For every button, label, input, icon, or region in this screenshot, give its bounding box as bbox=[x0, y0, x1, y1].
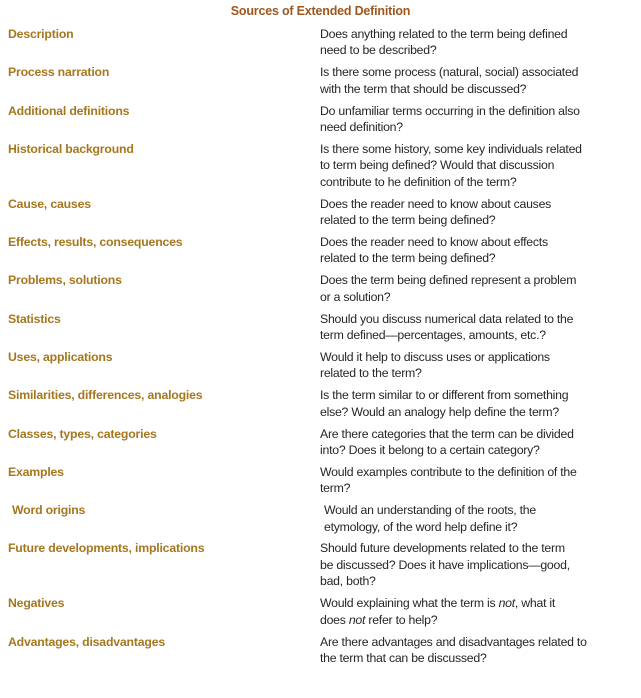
text-run: , what it bbox=[514, 596, 556, 611]
term-label: Similarities, differences, analogies bbox=[8, 388, 203, 403]
description-line: Do unfamiliar terms occurring in the definition also bbox=[320, 103, 580, 118]
term-label: Future developments, implications bbox=[8, 541, 205, 556]
description-line: with the term that should be discussed? bbox=[320, 81, 527, 96]
italic-run: not bbox=[348, 612, 366, 627]
description-line bbox=[320, 595, 633, 611]
table-row bbox=[8, 234, 633, 267]
description-cell bbox=[320, 64, 633, 97]
description-line: need definition? bbox=[320, 120, 403, 135]
description-line: into? Does it belong to a certain category? bbox=[320, 442, 540, 457]
description-cell bbox=[320, 272, 633, 305]
description-line: related to the term being defined? bbox=[320, 251, 496, 266]
definition-table bbox=[8, 26, 633, 666]
description-cell bbox=[320, 540, 633, 589]
description-line: else? Would an analogy help define the term? bbox=[320, 404, 559, 419]
term-label: Cause, causes bbox=[8, 196, 91, 211]
description-line: term? bbox=[320, 481, 351, 496]
description-line: Is the term similar to or different from something bbox=[320, 388, 569, 403]
description-line: contribute to he definition of the term? bbox=[320, 174, 517, 189]
description-line: related to the term? bbox=[320, 366, 422, 381]
description-line: Does the reader need to know about causes bbox=[320, 196, 552, 211]
term-label: Advantages, disadvantages bbox=[8, 634, 165, 649]
term-label: Effects, results, consequences bbox=[8, 234, 183, 249]
description-line: Does the term being defined represent a problem bbox=[320, 273, 577, 288]
description-line: Would an understanding of the roots, the bbox=[324, 503, 536, 518]
description-line: or a solution? bbox=[320, 289, 391, 304]
table-row bbox=[8, 26, 633, 59]
description-line bbox=[320, 612, 633, 628]
table-row bbox=[8, 387, 633, 420]
term-label: Negatives bbox=[8, 596, 65, 611]
description-cell bbox=[320, 196, 633, 229]
description-line: term defined—percentages, amounts, etc.? bbox=[320, 328, 546, 342]
description-line: Would it help to discuss uses or applications bbox=[320, 349, 550, 364]
description-line: Does the reader need to know about effects bbox=[320, 234, 548, 249]
description-cell bbox=[324, 502, 633, 535]
table-row bbox=[8, 540, 633, 589]
table-row bbox=[8, 196, 633, 229]
description-cell bbox=[320, 103, 633, 136]
text-run: does bbox=[320, 612, 349, 627]
description-line: to term being defined? Would that discussion bbox=[320, 158, 555, 173]
description-line: etymology, of the word help define it? bbox=[324, 519, 518, 534]
term-label: Statistics bbox=[8, 311, 61, 326]
table-row bbox=[8, 426, 633, 459]
table-row bbox=[8, 634, 633, 667]
table-row bbox=[8, 502, 633, 535]
term-label: Problems, solutions bbox=[8, 273, 122, 288]
description-line: Is there some history, some key individuals related bbox=[320, 141, 582, 156]
term-label: Additional definitions bbox=[8, 103, 130, 118]
description-line: Should you discuss numerical data related to the bbox=[320, 311, 574, 326]
description-line: Is there some process (natural, social) associated bbox=[320, 65, 579, 80]
term-label: Word origins bbox=[12, 503, 86, 518]
description-cell bbox=[320, 234, 633, 267]
description-cell bbox=[320, 141, 633, 190]
table-row bbox=[8, 464, 633, 497]
description-line: bad, both? bbox=[320, 574, 376, 589]
table-row bbox=[8, 311, 633, 344]
description-line: Should future developments related to the term bbox=[320, 541, 565, 556]
term-label: Uses, applications bbox=[8, 349, 113, 364]
term-label: Process narration bbox=[8, 65, 110, 80]
description-cell bbox=[320, 26, 633, 59]
text-run: refer to help? bbox=[365, 612, 438, 627]
term-label: Historical background bbox=[8, 141, 134, 156]
italic-run: not bbox=[498, 596, 515, 611]
table-row bbox=[8, 272, 633, 305]
description-cell bbox=[320, 387, 633, 420]
description-line: Would examples contribute to the definition of the bbox=[320, 464, 577, 479]
term-label: Description bbox=[8, 27, 74, 41]
term-label: Classes, types, categories bbox=[8, 426, 157, 441]
term-label: Examples bbox=[8, 464, 64, 479]
table-row bbox=[8, 141, 633, 190]
page-title: Sources of Extended Definition bbox=[230, 4, 411, 18]
table-row bbox=[8, 349, 633, 382]
table-row bbox=[8, 595, 633, 628]
description-cell bbox=[320, 349, 633, 382]
description-cell bbox=[320, 595, 633, 628]
text-run: Would explaining what the term is bbox=[320, 596, 499, 611]
description-line: be discussed? Does it have implications—good, bbox=[320, 557, 570, 572]
description-line: Does anything related to the term being defined bbox=[320, 27, 568, 41]
description-cell bbox=[320, 311, 633, 344]
description-line: related to the term being defined? bbox=[320, 213, 496, 228]
description-line: need to be described? bbox=[320, 43, 437, 58]
description-line: the term that can be discussed? bbox=[320, 650, 487, 665]
table-row bbox=[8, 103, 633, 136]
description-line: Are there advantages and disadvantages related to bbox=[320, 634, 587, 649]
description-cell bbox=[320, 464, 633, 497]
description-cell bbox=[320, 634, 633, 667]
table-row bbox=[8, 64, 633, 97]
description-line: Are there categories that the term can be divided bbox=[320, 426, 574, 441]
description-cell bbox=[320, 426, 633, 459]
